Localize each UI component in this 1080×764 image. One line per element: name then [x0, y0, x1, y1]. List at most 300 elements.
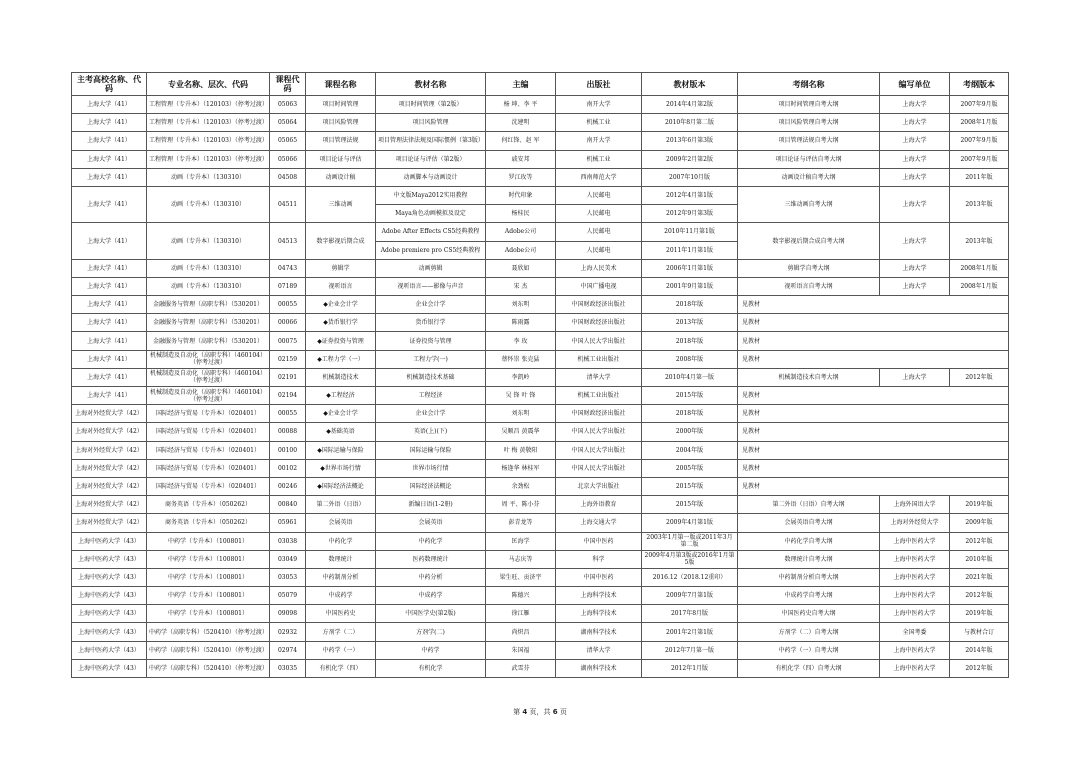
header-syllabus-version: 考纲版本	[950, 73, 1009, 96]
table-row	[72, 441, 1009, 459]
compiler-cell: 上海中医药大学	[880, 532, 950, 550]
course-code-cell: 02974	[270, 641, 306, 659]
edition-cell: 2001年9月第1版	[642, 277, 738, 295]
table-row	[72, 568, 1009, 586]
school-cell: 上海对外经贸大学（42）	[72, 459, 147, 477]
school-cell: 上海中医药大学（43）	[72, 568, 147, 586]
footer-suffix: 页	[559, 708, 567, 716]
syllabus-cell: 方剂学（二）自考大纲	[738, 623, 880, 641]
publisher-cell: 中国人民大学出版社	[556, 423, 642, 441]
table-row	[72, 132, 1009, 150]
textbook-cell: 机械制造技术基础	[376, 368, 486, 386]
compiler-cell: 上海对外经贸大学	[880, 514, 950, 532]
syllabus-version-cell: 2021年版	[950, 568, 1009, 586]
edition-cell: 2006年1月第1版	[642, 259, 738, 277]
edition-cell: 2000年版	[642, 423, 738, 441]
note-cell: 见教材	[738, 296, 1009, 314]
course-code-cell: 04743	[270, 259, 306, 277]
note-cell: 见教材	[738, 441, 1009, 459]
course-code-cell: 02194	[270, 387, 306, 405]
editor-cell: 徐江雁	[486, 605, 556, 623]
course-code-cell: 09098	[270, 605, 306, 623]
table-row	[72, 332, 1009, 350]
major-cell: 金融服务与管理（高职专科）（530201）	[147, 296, 270, 314]
textbook-cell: 动画脚本与动画设计	[376, 168, 486, 186]
editor-cell: Adobe公司	[486, 223, 556, 241]
course-code-cell: 07189	[270, 277, 306, 295]
header-row	[72, 73, 1009, 96]
syllabus-version-cell: 2007年9月版	[950, 150, 1009, 168]
syllabus-version-cell: 2011年版	[950, 168, 1009, 186]
editor-cell: 陈雨露	[486, 314, 556, 332]
compiler-cell: 上海中医药大学	[880, 659, 950, 677]
textbook-cell: 英语(上)(下)	[376, 423, 486, 441]
edition-cell: 2005年版	[642, 459, 738, 477]
school-cell: 上海大学（41）	[72, 332, 147, 350]
course-name-cell: 中药制剂分析	[306, 568, 376, 586]
publisher-cell: 清华大学	[556, 368, 642, 386]
publisher-cell: 人民邮电	[556, 186, 642, 204]
editor-cell: 戚安邦	[486, 150, 556, 168]
textbook-cell: 中国医学史(第2版)	[376, 605, 486, 623]
publisher-cell: 西南师范大学	[556, 168, 642, 186]
textbook-cell: 工程经济	[376, 387, 486, 405]
major-cell: 动画（专升本）（130310）	[147, 223, 270, 259]
editor-cell: 叶 梅 黄敬阳	[486, 441, 556, 459]
syllabus-cell: 项目时间管理自考大纲	[738, 96, 880, 114]
syllabus-cell: 项目风险管理自考大纲	[738, 114, 880, 132]
table-row	[72, 496, 1009, 514]
textbook-cell: 医药数理统计	[376, 550, 486, 568]
syllabus-version-cell: 2012年版	[950, 587, 1009, 605]
school-cell: 上海中医药大学（43）	[72, 550, 147, 568]
footer-total-pages: 6	[552, 708, 558, 716]
major-cell: 机械制造及自动化（高职专科）（460104）（停考过渡）	[147, 368, 270, 386]
textbook-cell: Adobe premiere pro CS5经典教程	[376, 241, 486, 259]
edition-cell: 2018年版	[642, 332, 738, 350]
school-cell: 上海对外经贸大学（42）	[72, 496, 147, 514]
editor-cell: 马志庆等	[486, 550, 556, 568]
editor-cell: 李 玫	[486, 332, 556, 350]
compiler-cell: 上海中医药大学	[880, 550, 950, 568]
major-cell: 工程管理（专升本）（120103）（停考过渡）	[147, 96, 270, 114]
edition-cell: 2016.12（2018.12重印）	[642, 568, 738, 586]
school-cell: 上海大学（41）	[72, 114, 147, 132]
school-cell: 上海大学（41）	[72, 314, 147, 332]
publisher-cell: 机械工业出版社	[556, 387, 642, 405]
publisher-cell: 中国财政经济出版社	[556, 314, 642, 332]
syllabus-cell: 中药制剂分析自考大纲	[738, 568, 880, 586]
footer-page-number: 4	[522, 708, 528, 716]
table-row	[72, 605, 1009, 623]
course-name-cell: ◆基础英语	[306, 423, 376, 441]
syllabus-version-cell: 2019年版	[950, 605, 1009, 623]
header-course-code: 课程代码	[270, 73, 306, 96]
table-row	[72, 114, 1009, 132]
major-cell: 动画（专升本）（130310）	[147, 259, 270, 277]
textbook-cell: 货币银行学	[376, 314, 486, 332]
editor-cell: 尚炽昌	[486, 623, 556, 641]
school-cell: 上海大学（41）	[72, 132, 147, 150]
syllabus-version-cell: 与教材合订	[950, 623, 1009, 641]
major-cell: 商务英语（专升本）（050262）	[147, 496, 270, 514]
syllabus-cell: 中药学（一）自考大纲	[738, 641, 880, 659]
compiler-cell: 上海大学	[880, 114, 950, 132]
major-cell: 国际经济与贸易（专升本）（020401）	[147, 441, 270, 459]
syllabus-version-cell: 2012年版	[950, 532, 1009, 550]
major-cell: 机械制造及自动化（高职专科）（460104）（停考过渡）	[147, 387, 270, 405]
course-code-cell: 00055	[270, 296, 306, 314]
publisher-cell: 人民邮电	[556, 223, 642, 241]
major-cell: 工程管理（专升本）（120103）（停考过渡）	[147, 150, 270, 168]
editor-cell: 匡海学	[486, 532, 556, 550]
major-cell: 中药学（专升本）（100801）	[147, 550, 270, 568]
course-code-cell: 04508	[270, 168, 306, 186]
editor-cell: 杨逢华 林桂军	[486, 459, 556, 477]
course-code-cell: 00840	[270, 496, 306, 514]
textbook-cell: 动画剪辑	[376, 259, 486, 277]
syllabus-cell: 第二外语（日语）自考大纲	[738, 496, 880, 514]
syllabus-cell: 数理统计自考大纲	[738, 550, 880, 568]
publisher-cell: 中国中医药	[556, 568, 642, 586]
textbook-cell: 中成药学	[376, 587, 486, 605]
syllabus-version-cell: 2014年版	[950, 641, 1009, 659]
textbook-cell: 有机化学	[376, 659, 486, 677]
publisher-cell: 中国财政经济出版社	[556, 405, 642, 423]
editor-cell: 彭青龙等	[486, 514, 556, 532]
course-code-cell: 00102	[270, 459, 306, 477]
publisher-cell: 上海交通大学	[556, 514, 642, 532]
major-cell: 中药学（专升本）（100801）	[147, 568, 270, 586]
syllabus-version-cell: 2010年版	[950, 550, 1009, 568]
note-cell: 见教材	[738, 314, 1009, 332]
header-school: 主考高校名称、代码	[72, 73, 147, 96]
header-syllabus-name: 考纲名称	[738, 73, 880, 96]
publisher-cell: 湖南科学技术	[556, 659, 642, 677]
textbook-cell: 工程力学(一)	[376, 350, 486, 368]
course-name-cell: ◆工程经济	[306, 387, 376, 405]
course-name-cell: 项目风险管理	[306, 114, 376, 132]
textbook-cell: 项目管理法律法规及国际惯例（第3版）	[376, 132, 486, 150]
course-code-cell: 00055	[270, 405, 306, 423]
compiler-cell: 上海中医药大学	[880, 641, 950, 659]
syllabus-cell: 中药化学自考大纲	[738, 532, 880, 550]
publisher-cell: 上海人民美术	[556, 259, 642, 277]
note-cell: 见教材	[738, 350, 1009, 368]
editor-cell: 宋 杰	[486, 277, 556, 295]
edition-cell: 2004年版	[642, 441, 738, 459]
publisher-cell: 科学	[556, 550, 642, 568]
course-name-cell: ◆世界市场行情	[306, 459, 376, 477]
edition-cell: 2010年8月第二版	[642, 114, 738, 132]
course-table	[71, 72, 1009, 678]
course-name-cell: ◆工程力学（一）	[306, 350, 376, 368]
school-cell: 上海中医药大学（43）	[72, 659, 147, 677]
major-cell: 动画（专升本）（130310）	[147, 186, 270, 222]
compiler-cell: 上海大学	[880, 132, 950, 150]
course-code-cell: 05064	[270, 114, 306, 132]
major-cell: 中药学（高职专科）（520410）（停考过渡）	[147, 623, 270, 641]
edition-cell: 2012年1月版	[642, 659, 738, 677]
edition-cell: 2013年6月第3版	[642, 132, 738, 150]
editor-cell: 罗江玫等	[486, 168, 556, 186]
publisher-cell: 中国人民大学出版社	[556, 441, 642, 459]
major-cell: 金融服务与管理（高职专科）（530201）	[147, 332, 270, 350]
compiler-cell: 上海大学	[880, 259, 950, 277]
major-cell: 中药学（专升本）（100801）	[147, 605, 270, 623]
major-cell: 国际经济与贸易（专升本）（020401）	[147, 477, 270, 495]
syllabus-cell: 有机化学（四）自考大纲	[738, 659, 880, 677]
school-cell: 上海大学（41）	[72, 223, 147, 259]
compiler-cell: 上海大学	[880, 168, 950, 186]
syllabus-cell: 动画设计稿自考大纲	[738, 168, 880, 186]
edition-cell: 2018年版	[642, 296, 738, 314]
school-cell: 上海中医药大学（43）	[72, 532, 147, 550]
textbook-cell: 国际运输与保险	[376, 441, 486, 459]
editor-cell: 吴 锋 叶 锋	[486, 387, 556, 405]
edition-cell: 2013年版	[642, 314, 738, 332]
compiler-cell: 上海中医药大学	[880, 605, 950, 623]
course-name-cell: 剪辑学	[306, 259, 376, 277]
textbook-cell: 证券投资与管理	[376, 332, 486, 350]
edition-cell: 2015年版	[642, 477, 738, 495]
course-name-cell: 项目时间管理	[306, 96, 376, 114]
header-editor: 主编	[486, 73, 556, 96]
table-row	[72, 259, 1009, 277]
textbook-cell: 方剂学(二)	[376, 623, 486, 641]
school-cell: 上海大学（41）	[72, 186, 147, 222]
syllabus-cell: 三维动画自考大纲	[738, 186, 880, 222]
textbook-cell: 企业会计学	[376, 296, 486, 314]
editor-cell: 沈建明	[486, 114, 556, 132]
header-course-name: 课程名称	[306, 73, 376, 96]
compiler-cell: 上海中医药大学	[880, 568, 950, 586]
major-cell: 中药学（专升本）（100801）	[147, 587, 270, 605]
edition-cell: 2007年10月版	[642, 168, 738, 186]
course-name-cell: ◆证券投资与管理	[306, 332, 376, 350]
header-publisher: 出版社	[556, 73, 642, 96]
course-name-cell: 中药学（一）	[306, 641, 376, 659]
textbook-cell: 项目风险管理	[376, 114, 486, 132]
school-cell: 上海大学（41）	[72, 150, 147, 168]
major-cell: 国际经济与贸易（专升本）（020401）	[147, 423, 270, 441]
course-code-cell: 03053	[270, 568, 306, 586]
table-row	[72, 641, 1009, 659]
major-cell: 商务英语（专升本）（050262）	[147, 514, 270, 532]
syllabus-cell: 视听语言自考大纲	[738, 277, 880, 295]
edition-cell: 2012年4月第1版	[642, 186, 738, 204]
edition-cell: 2003年1月第一版或2011年3月第二版	[642, 532, 738, 550]
publisher-cell: 中国财政经济出版社	[556, 296, 642, 314]
course-code-cell: 05063	[270, 96, 306, 114]
publisher-cell: 湖南科学技术	[556, 623, 642, 641]
table-row	[72, 186, 1009, 204]
course-code-cell: 00066	[270, 314, 306, 332]
editor-cell: 刘东明	[486, 405, 556, 423]
edition-cell: 2009年2月第2版	[642, 150, 738, 168]
major-cell: 中药学（高职专科）（520410）（停考过渡）	[147, 641, 270, 659]
course-name-cell: 会展英语	[306, 514, 376, 532]
table-row	[72, 314, 1009, 332]
school-cell: 上海大学（41）	[72, 350, 147, 368]
school-cell: 上海大学（41）	[72, 96, 147, 114]
note-cell: 见教材	[738, 459, 1009, 477]
editor-cell: 朱国福	[486, 641, 556, 659]
edition-cell: 2012年9月第3版	[642, 205, 738, 223]
course-code-cell: 02191	[270, 368, 306, 386]
publisher-cell: 人民邮电	[556, 241, 642, 259]
school-cell: 上海中医药大学（43）	[72, 641, 147, 659]
table-row	[72, 96, 1009, 114]
edition-cell: 2014年4月第2版	[642, 96, 738, 114]
edition-cell: 2009年7月第1版	[642, 587, 738, 605]
editor-cell: 杨 坤、李 平	[486, 96, 556, 114]
course-code-cell: 00100	[270, 441, 306, 459]
publisher-cell: 南开大学	[556, 132, 642, 150]
edition-cell: 2008年版	[642, 350, 738, 368]
table-row	[72, 623, 1009, 641]
major-cell: 动画（专升本）（130310）	[147, 168, 270, 186]
table-row	[72, 150, 1009, 168]
textbook-cell: 中药分析	[376, 568, 486, 586]
edition-cell: 2001年2月第1版	[642, 623, 738, 641]
course-code-cell: 02932	[270, 623, 306, 641]
course-code-cell: 05066	[270, 150, 306, 168]
header-textbook: 教材名称	[376, 73, 486, 96]
school-cell: 上海大学（41）	[72, 277, 147, 295]
course-code-cell: 04513	[270, 223, 306, 259]
school-cell: 上海中医药大学（43）	[72, 587, 147, 605]
course-code-cell: 00088	[270, 423, 306, 441]
publisher-cell: 南开大学	[556, 96, 642, 114]
table-row	[72, 459, 1009, 477]
school-cell: 上海对外经贸大学（42）	[72, 405, 147, 423]
major-cell: 机械制造及自动化（高职专科）（460104）（停考过渡）	[147, 350, 270, 368]
table-row	[72, 405, 1009, 423]
publisher-cell: 中国人民大学出版社	[556, 459, 642, 477]
course-name-cell: ◆企业会计学	[306, 296, 376, 314]
editor-cell: 聂欣如	[486, 259, 556, 277]
note-cell: 见教材	[738, 405, 1009, 423]
table-row	[72, 587, 1009, 605]
course-name-cell: 数字影视后期合成	[306, 223, 376, 259]
header-compiler: 编写单位	[880, 73, 950, 96]
major-cell: 金融服务与管理（高职专科）（530201）	[147, 314, 270, 332]
note-cell: 见教材	[738, 332, 1009, 350]
textbook-cell: 会展英语	[376, 514, 486, 532]
school-cell: 上海对外经贸大学（42）	[72, 441, 147, 459]
syllabus-cell: 剪辑学自考大纲	[738, 259, 880, 277]
compiler-cell: 上海大学	[880, 368, 950, 386]
editor-cell: Adobe公司	[486, 241, 556, 259]
edition-cell: 2012年7月第一版	[642, 641, 738, 659]
publisher-cell: 机械工业	[556, 150, 642, 168]
editor-cell: 刘东明	[486, 296, 556, 314]
table-row	[72, 350, 1009, 368]
course-name-cell: 方剂学（二）	[306, 623, 376, 641]
note-cell: 见教材	[738, 477, 1009, 495]
syllabus-version-cell: 2008年1月版	[950, 277, 1009, 295]
edition-cell: 2009年4月第1版	[642, 514, 738, 532]
textbook-cell: Adobe After Effects CS5经典教程	[376, 223, 486, 241]
school-cell: 上海大学（41）	[72, 368, 147, 386]
editor-cell: 梁生旺、贡济宇	[486, 568, 556, 586]
syllabus-version-cell: 2007年9月版	[950, 96, 1009, 114]
textbook-cell: 中药化学	[376, 532, 486, 550]
publisher-cell: 清华大学	[556, 641, 642, 659]
compiler-cell: 上海外国语大学	[880, 496, 950, 514]
school-cell: 上海大学（41）	[72, 259, 147, 277]
header-major: 专业名称、层次、代码	[147, 73, 270, 96]
editor-cell: 陈德兴	[486, 587, 556, 605]
major-cell: 工程管理（专升本）（120103）（停考过渡）	[147, 114, 270, 132]
syllabus-version-cell: 2012年版	[950, 368, 1009, 386]
footer-mid: 页，共	[529, 708, 551, 716]
editor-cell: 杨桂民	[486, 205, 556, 223]
syllabus-cell: 会展英语自考大纲	[738, 514, 880, 532]
course-name-cell: 中成药学	[306, 587, 376, 605]
table-row	[72, 659, 1009, 677]
edition-cell: 2009年4月第3版或2016年1月第5版	[642, 550, 738, 568]
edition-cell: 2017年8月版	[642, 605, 738, 623]
course-code-cell: 00075	[270, 332, 306, 350]
footer-prefix: 第	[513, 708, 521, 716]
course-code-cell: 00246	[270, 477, 306, 495]
publisher-cell: 中国中医药	[556, 532, 642, 550]
edition-cell: 2015年版	[642, 496, 738, 514]
course-code-cell: 05079	[270, 587, 306, 605]
course-name-cell: 三维动画	[306, 186, 376, 222]
edition-cell: 2011年1月第1版	[642, 241, 738, 259]
publisher-cell: 上海科学技术	[556, 587, 642, 605]
course-name-cell: 数理统计	[306, 550, 376, 568]
header-textbook-edition: 教材版本	[642, 73, 738, 96]
publisher-cell: 上海外语教育	[556, 496, 642, 514]
course-code-cell: 04511	[270, 186, 306, 222]
textbook-cell: 国际经济法概论	[376, 477, 486, 495]
textbook-cell: 项目论证与评估（第2版）	[376, 150, 486, 168]
school-cell: 上海中医药大学（43）	[72, 623, 147, 641]
syllabus-version-cell: 2019年版	[950, 496, 1009, 514]
school-cell: 上海对外经贸大学（42）	[72, 514, 147, 532]
edition-cell: 2015年版	[642, 387, 738, 405]
school-cell: 上海大学（41）	[72, 387, 147, 405]
major-cell: 国际经济与贸易（专升本）（020401）	[147, 405, 270, 423]
publisher-cell: 人民邮电	[556, 205, 642, 223]
table-row	[72, 277, 1009, 295]
course-name-cell: ◆货币银行学	[306, 314, 376, 332]
course-name-cell: 第二外语（日语）	[306, 496, 376, 514]
table-row	[72, 223, 1009, 241]
syllabus-cell: 机械制造技术自考大纲	[738, 368, 880, 386]
syllabus-cell: 项目论证与评估自考大纲	[738, 150, 880, 168]
compiler-cell: 上海大学	[880, 150, 950, 168]
textbook-cell: 视听语言——影像与声音	[376, 277, 486, 295]
table-row	[72, 368, 1009, 386]
school-cell: 上海对外经贸大学（42）	[72, 423, 147, 441]
publisher-cell: 中国人民大学出版社	[556, 332, 642, 350]
textbook-cell: 新编日语(1-2册)	[376, 496, 486, 514]
table-row	[72, 477, 1009, 495]
editor-cell: 周 平、陈小芬	[486, 496, 556, 514]
course-name-cell: ◆国际运输与保险	[306, 441, 376, 459]
course-name-cell: 项目管理法规	[306, 132, 376, 150]
major-cell: 工程管理（专升本）（120103）（停考过渡）	[147, 132, 270, 150]
editor-cell: 蔡怀崇 张克猛	[486, 350, 556, 368]
compiler-cell: 全国考委	[880, 623, 950, 641]
textbook-cell: Maya角色动画模拟及设定	[376, 205, 486, 223]
table-row	[72, 550, 1009, 568]
